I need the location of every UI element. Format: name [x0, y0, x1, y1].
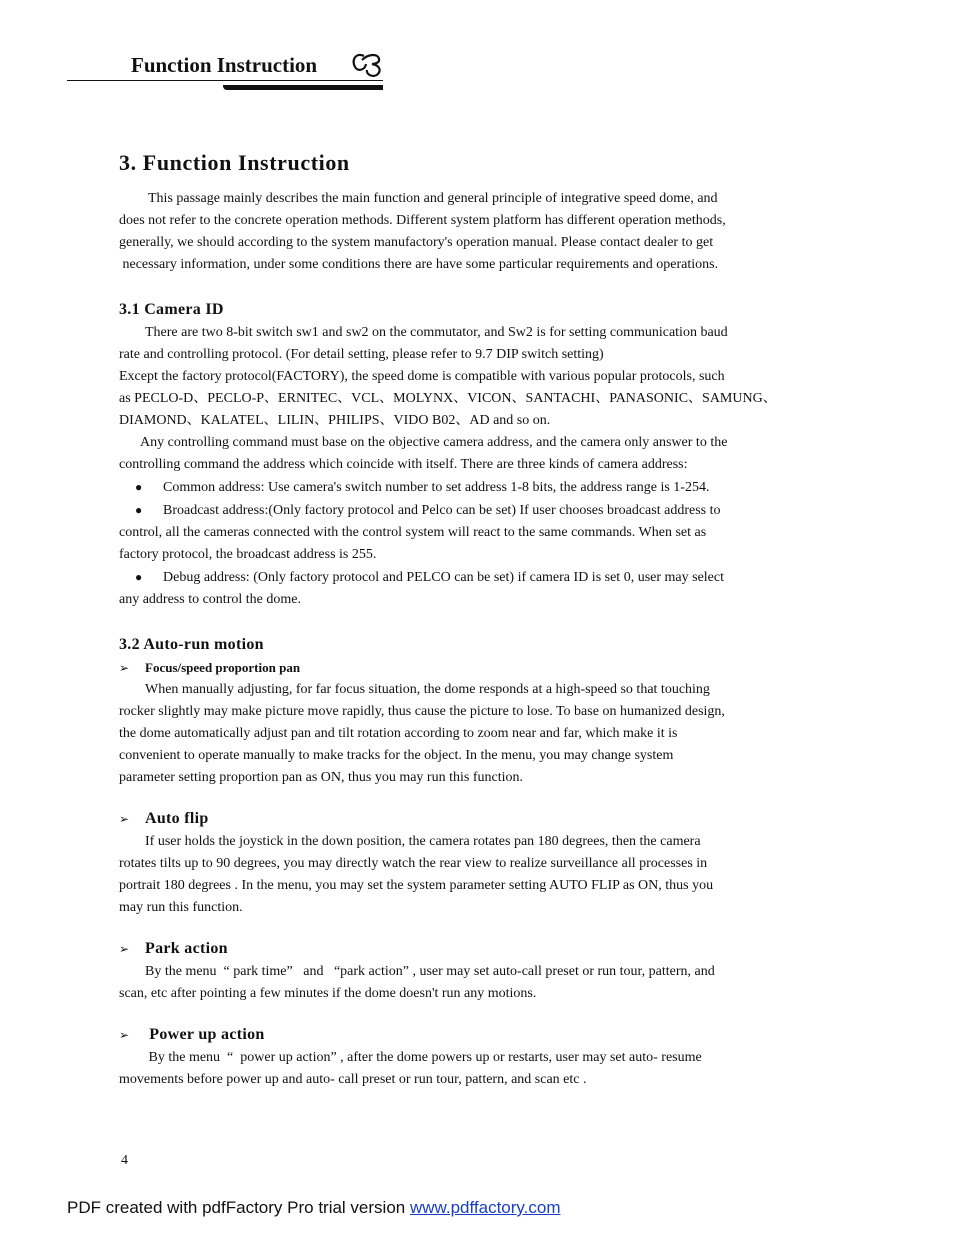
- header-rule-thick: [223, 85, 383, 90]
- power-up-line: By the menu “ power up action” , after the dome powers up or restarts, user may set auto- resume: [145, 1050, 702, 1065]
- auto-flip-heading: [119, 807, 849, 831]
- intro-line: does not refer to the concrete operation methods. Different system platform has different operation methods,: [119, 213, 726, 228]
- camera-id-line: There are two 8-bit switch sw1 and sw2 on the commutator, and Sw2 is for setting communication baud: [145, 325, 728, 340]
- address-bullet: [119, 476, 849, 499]
- arrow-bullet-icon: ➢: [119, 661, 130, 675]
- focus-line: convenient to operate manually to make tracks for the object. In the menu, you may change system: [119, 748, 674, 763]
- camera-id-line: as PECLO-D、PECLO-P、ERNITEC、VCL、MOLYNX、VICON、SANTACHI、PANASONIC、SAMUNG、: [119, 391, 777, 406]
- focus-line: the dome automatically adjust pan and tilt rotation according to zoom near and far, which make it is: [119, 726, 678, 741]
- intro-line: This passage mainly describes the main function and general principle of integrative speed dome, and: [148, 191, 718, 206]
- camera-id-line: controlling command the address which coincide with itself. There are three kinds of camera address:: [119, 457, 688, 472]
- bullet-continuation: any address to control the dome.: [119, 592, 301, 607]
- camera-id-line: Any controlling command must base on the objective camera address, and the camera only answer to the: [140, 435, 728, 450]
- bullet-continuation: control, all the cameras connected with the control system will react to the same commands. When set as: [119, 525, 707, 540]
- camera-id-line: rate and controlling protocol. (For detail setting, please refer to 9.7 DIP switch setting): [119, 347, 604, 362]
- auto-flip-title: Auto flip: [145, 810, 209, 827]
- address-bullet: [119, 499, 849, 522]
- footer-link[interactable]: www.pdffactory.com: [409, 1198, 561, 1217]
- park-title: Park action: [145, 940, 228, 957]
- bullet-text: Common address: Use camera's switch number to set address 1-8 bits, the address range is 1-254.: [163, 480, 710, 495]
- auto-flip-line: portrait 180 degrees . In the menu, you may set the system parameter setting AUTO FLIP as ON, thus you: [119, 878, 714, 893]
- main-content: [119, 150, 849, 1091]
- intro-line: generally, we should according to the system manufactory's operation manual. Please contact dealer to get: [119, 235, 714, 250]
- power-up-title: Power up action: [145, 1026, 265, 1043]
- bullet-icon: ●: [135, 570, 143, 584]
- camera-id-line: DIAMOND、KALATEL、LILIN、PHILIPS、VIDO B02、AD and so on.: [119, 413, 551, 428]
- power-up-line: movements before power up and auto- call preset or run tour, pattern, and scan etc .: [119, 1072, 587, 1087]
- park-line: scan, etc after pointing a few minutes if the dome doesn't run any motions.: [119, 986, 537, 1001]
- auto-flip-line: rotates tilts up to 90 degrees, you may directly watch the rear view to realize surveillance all processes in: [119, 856, 708, 871]
- auto-run-heading: 3.2 Auto-run motion: [119, 636, 264, 653]
- page-number: 4: [121, 1153, 128, 1168]
- ornament-icon: [350, 50, 384, 78]
- camera-id-heading: 3.1 Camera ID: [119, 301, 224, 318]
- bullet-continuation: factory protocol, the broadcast address is 255.: [119, 547, 377, 562]
- arrow-bullet-icon: ➢: [119, 812, 130, 826]
- power-up-heading: [119, 1023, 849, 1047]
- camera-id-line: Except the factory protocol(FACTORY), the speed dome is compatible with various popular protocols, such: [119, 369, 725, 384]
- footer-text: PDF created with pdfFactory Pro trial version: [67, 1198, 410, 1217]
- section-title: 3. Function Instruction: [119, 150, 350, 175]
- arrow-bullet-icon: ➢: [119, 942, 130, 956]
- focus-heading: [119, 657, 849, 679]
- pdf-footer: [67, 1198, 561, 1218]
- park-heading: [119, 937, 849, 961]
- bullet-text: Broadcast address:(Only factory protocol and Pelco can be set) If user chooses broadcast address to: [163, 503, 721, 518]
- focus-title: Focus/speed proportion pan: [145, 660, 301, 675]
- header-rule: [67, 80, 383, 81]
- auto-flip-line: may run this function.: [119, 900, 243, 915]
- address-bullet: [119, 566, 849, 589]
- arrow-bullet-icon: ➢: [119, 1028, 130, 1042]
- focus-line: When manually adjusting, for far focus situation, the dome responds at a high-speed so that touching: [145, 682, 710, 697]
- intro-line: necessary information, under some conditions there are have some particular requirements and operations.: [119, 257, 719, 272]
- focus-line: parameter setting proportion pan as ON, thus you may run this function.: [119, 770, 523, 785]
- bullet-icon: ●: [135, 503, 143, 517]
- bullet-text: Debug address: (Only factory protocol and PELCO can be set) if camera ID is set 0, user may select: [163, 570, 724, 585]
- header-title: Function Instruction: [131, 53, 318, 77]
- bullet-icon: ●: [135, 480, 143, 494]
- park-line: By the menu “ park time” and “park action” , user may set auto-call preset or run tour, pattern, and: [145, 964, 715, 979]
- page-header: [67, 48, 383, 92]
- auto-flip-line: If user holds the joystick in the down position, the camera rotates pan 180 degrees, then the camera: [145, 834, 701, 849]
- focus-line: rocker slightly may make picture move rapidly, thus cause the picture to lose. To base on humanized design,: [119, 704, 725, 719]
